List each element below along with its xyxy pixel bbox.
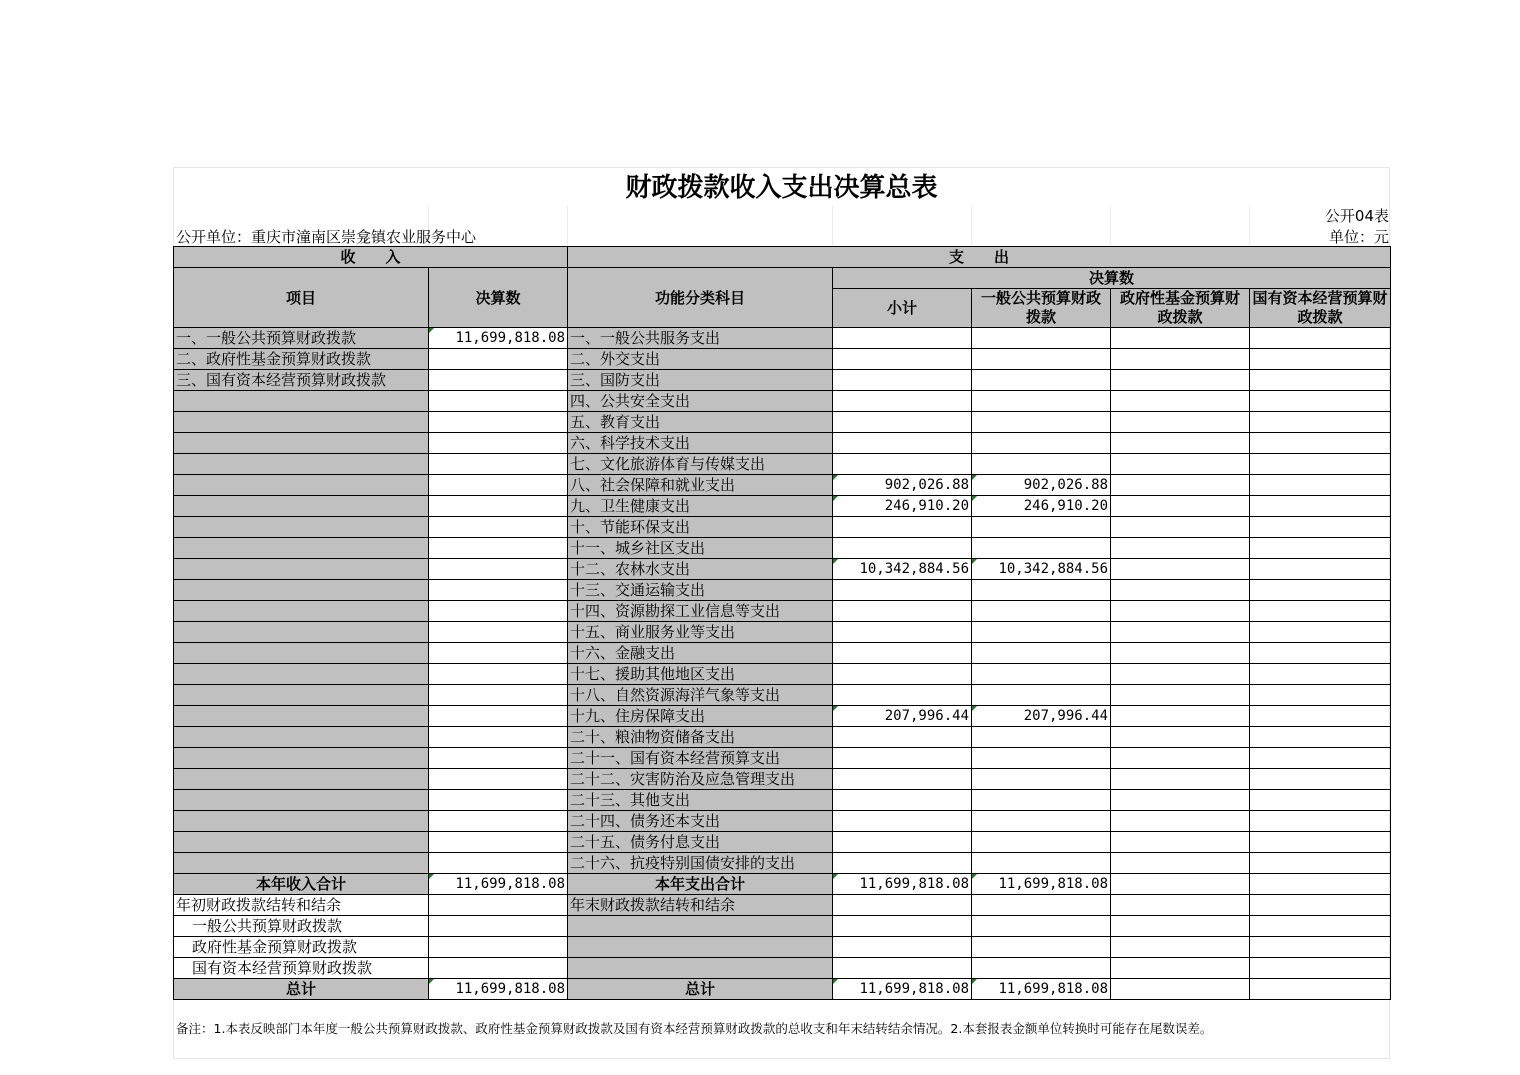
expense-header: 支 出 <box>568 247 1391 268</box>
end-sub-state <box>1250 937 1391 958</box>
income-amount <box>429 370 568 391</box>
table-row <box>174 895 1391 916</box>
state-header: 国有资本经营预算财政拨款 <box>1250 289 1391 328</box>
expense-subtotal <box>833 769 972 790</box>
form-number: 公开04表 <box>1324 207 1389 225</box>
expense-general <box>972 622 1111 643</box>
expense-fund <box>1111 643 1250 664</box>
income-amount: 11,699,818.08 <box>429 328 568 349</box>
income-item <box>174 685 429 706</box>
end-sub-general <box>972 937 1111 958</box>
table-row <box>174 433 1391 454</box>
expense-state <box>1250 853 1391 874</box>
income-item <box>174 643 429 664</box>
table-row <box>174 601 1391 622</box>
income-amount <box>429 517 568 538</box>
expense-general <box>972 811 1111 832</box>
expense-general <box>972 685 1111 706</box>
expense-fund <box>1111 601 1250 622</box>
expense-subtotal: 902,026.88 <box>833 475 972 496</box>
func-subject: 四、公共安全支出 <box>568 391 833 412</box>
func-subject: 一、一般公共服务支出 <box>568 328 833 349</box>
income-item <box>174 580 429 601</box>
func-subject: 十六、金融支出 <box>568 643 833 664</box>
income-item <box>174 496 429 517</box>
income-amount <box>429 349 568 370</box>
footnote: 备注：1.本表反映部门本年度一般公共预算财政拨款、政府性基金预算财政拨款及国有资本经营预算财政拨款的总收支和年末结转结余情况。2.本套报表金额单位转换时可能存在尾数误差。 <box>176 1021 1213 1036</box>
general-header: 一般公共预算财政拨款 <box>972 289 1111 328</box>
year-expense-fund <box>1111 874 1250 895</box>
income-amount <box>429 664 568 685</box>
grand-income-total: 11,699,818.08 <box>429 979 568 1000</box>
end-sub-general <box>972 916 1111 937</box>
func-subject: 五、教育支出 <box>568 412 833 433</box>
income-item <box>174 853 429 874</box>
table-row <box>174 748 1391 769</box>
expense-general <box>972 517 1111 538</box>
income-item <box>174 811 429 832</box>
func-subject: 十三、交通运输支出 <box>568 580 833 601</box>
income-header: 收 入 <box>174 247 568 268</box>
expense-fund <box>1111 790 1250 811</box>
expense-general <box>972 790 1111 811</box>
income-item <box>174 475 429 496</box>
expense-fund <box>1111 622 1250 643</box>
end-sub-subtotal <box>833 958 972 979</box>
begin-fund-label: 政府性基金预算财政拨款 <box>174 937 429 958</box>
expense-fund <box>1111 853 1250 874</box>
expense-state <box>1250 748 1391 769</box>
expense-fund <box>1111 727 1250 748</box>
expense-subtotal <box>833 832 972 853</box>
expense-state <box>1250 370 1391 391</box>
begin-balance-amount <box>429 895 568 916</box>
income-amount <box>429 811 568 832</box>
expense-state <box>1250 622 1391 643</box>
expense-state <box>1250 454 1391 475</box>
fund-header: 政府性基金预算财政拨款 <box>1111 289 1250 328</box>
expense-state <box>1250 559 1391 580</box>
income-item: 二、政府性基金预算财政拨款 <box>174 349 429 370</box>
table-row <box>174 685 1391 706</box>
func-subject: 十、节能环保支出 <box>568 517 833 538</box>
income-amount <box>429 496 568 517</box>
expense-general: 207,996.44 <box>972 706 1111 727</box>
func-subject: 十二、农林水支出 <box>568 559 833 580</box>
begin-state-label: 国有资本经营预算财政拨款 <box>174 958 429 979</box>
income-item <box>174 454 429 475</box>
income-amount <box>429 748 568 769</box>
begin-sub-amount <box>429 937 568 958</box>
expense-general <box>972 643 1111 664</box>
expense-subtotal <box>833 748 972 769</box>
table-row <box>174 790 1391 811</box>
end-balance-label: 年末财政拨款结转和结余 <box>568 895 833 916</box>
expense-subtotal <box>833 643 972 664</box>
func-subject: 二十六、抗疫特别国债安排的支出 <box>568 853 833 874</box>
organization: 公开单位：重庆市潼南区崇龛镇农业服务中心 <box>176 228 477 246</box>
expense-subtotal: 10,342,884.56 <box>833 559 972 580</box>
income-item: 三、国有资本经营预算财政拨款 <box>174 370 429 391</box>
end-balance-fund <box>1111 895 1250 916</box>
income-amount <box>429 559 568 580</box>
expense-fund <box>1111 811 1250 832</box>
func-subject: 二十三、其他支出 <box>568 790 833 811</box>
grand-expense-subtotal: 11,699,818.08 <box>833 979 972 1000</box>
income-amount <box>429 538 568 559</box>
end-sub-general <box>972 958 1111 979</box>
income-amount <box>429 790 568 811</box>
income-amount <box>429 706 568 727</box>
table-row <box>174 454 1391 475</box>
end-sub-subtotal <box>833 916 972 937</box>
expense-fund <box>1111 769 1250 790</box>
expense-subtotal <box>833 517 972 538</box>
income-amount <box>429 727 568 748</box>
func-subject: 十八、自然资源海洋气象等支出 <box>568 685 833 706</box>
func-subject: 二十二、灾害防治及应急管理支出 <box>568 769 833 790</box>
begin-balance-label: 年初财政拨款结转和结余 <box>174 895 429 916</box>
expense-subtotal <box>833 454 972 475</box>
expense-subtotal <box>833 685 972 706</box>
expense-subtotal <box>833 538 972 559</box>
table-row <box>174 727 1391 748</box>
expense-subtotal <box>833 622 972 643</box>
expense-subtotal <box>833 664 972 685</box>
table-row <box>174 475 1391 496</box>
expense-fund <box>1111 664 1250 685</box>
expense-state <box>1250 328 1391 349</box>
expense-general <box>972 769 1111 790</box>
expense-subtotal <box>833 433 972 454</box>
expense-fund <box>1111 748 1250 769</box>
expense-fund <box>1111 391 1250 412</box>
func-subject: 二、外交支出 <box>568 349 833 370</box>
end-balance-general <box>972 895 1111 916</box>
year-expense-general: 11,699,818.08 <box>972 874 1111 895</box>
expense-general <box>972 391 1111 412</box>
func-subject: 二十一、国有资本经营预算支出 <box>568 748 833 769</box>
func-subject: 十七、援助其他地区支出 <box>568 664 833 685</box>
income-amount <box>429 643 568 664</box>
table-row <box>174 412 1391 433</box>
income-amount <box>429 454 568 475</box>
expense-state <box>1250 538 1391 559</box>
table-row <box>174 559 1391 580</box>
expense-fund <box>1111 580 1250 601</box>
table-row <box>174 328 1391 349</box>
expense-general <box>972 853 1111 874</box>
expense-fund <box>1111 412 1250 433</box>
year-expense-label: 本年支出合计 <box>568 874 833 895</box>
expense-fund <box>1111 475 1250 496</box>
income-item: 一、一般公共预算财政拨款 <box>174 328 429 349</box>
income-amount <box>429 853 568 874</box>
table-row <box>174 517 1391 538</box>
income-item <box>174 517 429 538</box>
expense-subtotal <box>833 853 972 874</box>
expense-fund <box>1111 559 1250 580</box>
end-balance-subtotal <box>833 895 972 916</box>
expense-fund <box>1111 496 1250 517</box>
func-subject: 八、社会保障和就业支出 <box>568 475 833 496</box>
func-subject: 二十四、债务还本支出 <box>568 811 833 832</box>
expense-general <box>972 601 1111 622</box>
income-item <box>174 727 429 748</box>
expense-subtotal <box>833 328 972 349</box>
expense-fund <box>1111 328 1250 349</box>
expense-subtotal <box>833 391 972 412</box>
table-row <box>174 664 1391 685</box>
end-balance-state <box>1250 895 1391 916</box>
table-row <box>174 622 1391 643</box>
expense-fund <box>1111 454 1250 475</box>
expense-state <box>1250 727 1391 748</box>
income-amount <box>429 832 568 853</box>
table-row <box>174 349 1391 370</box>
end-sub-fund <box>1111 916 1250 937</box>
expense-state <box>1250 832 1391 853</box>
table-row <box>174 958 1391 979</box>
table-row <box>174 937 1391 958</box>
expense-state <box>1250 664 1391 685</box>
func-subject: 三、国防支出 <box>568 370 833 391</box>
year-expense-state <box>1250 874 1391 895</box>
expense-state <box>1250 496 1391 517</box>
table-row <box>174 643 1391 664</box>
income-item <box>174 790 429 811</box>
expense-fund <box>1111 370 1250 391</box>
amount-header: 决算数 <box>429 268 568 328</box>
expense-fund <box>1111 685 1250 706</box>
func-subject: 十五、商业服务业等支出 <box>568 622 833 643</box>
income-item <box>174 601 429 622</box>
income-item <box>174 832 429 853</box>
expense-general <box>972 412 1111 433</box>
income-item <box>174 748 429 769</box>
begin-sub-amount <box>429 916 568 937</box>
expense-state <box>1250 475 1391 496</box>
expense-subtotal: 207,996.44 <box>833 706 972 727</box>
grand-total-label: 总计 <box>174 979 429 1000</box>
income-item <box>174 664 429 685</box>
expense-general <box>972 433 1111 454</box>
expense-subtotal <box>833 370 972 391</box>
income-amount <box>429 433 568 454</box>
func-subject: 十九、住房保障支出 <box>568 706 833 727</box>
table-row <box>174 706 1391 727</box>
expense-subtotal <box>833 790 972 811</box>
income-item <box>174 769 429 790</box>
expense-fund <box>1111 706 1250 727</box>
table-row <box>174 769 1391 790</box>
expense-state <box>1250 706 1391 727</box>
expense-state <box>1250 769 1391 790</box>
table-row <box>174 811 1391 832</box>
func-subject-header: 功能分类科目 <box>568 268 833 328</box>
income-amount <box>429 685 568 706</box>
expense-fund <box>1111 538 1250 559</box>
expense-general <box>972 580 1111 601</box>
expense-state <box>1250 601 1391 622</box>
expense-fund <box>1111 349 1250 370</box>
expense-general <box>972 454 1111 475</box>
func-subject: 七、文化旅游体育与传媒支出 <box>568 454 833 475</box>
table-row <box>174 979 1391 1000</box>
final-amount-header: 决算数 <box>833 268 1391 289</box>
end-sub-state <box>1250 958 1391 979</box>
subtotal-header: 小计 <box>833 289 972 328</box>
table-row <box>174 580 1391 601</box>
expense-subtotal: 246,910.20 <box>833 496 972 517</box>
grand-expense-fund <box>1111 979 1250 1000</box>
end-sub-state <box>1250 916 1391 937</box>
expense-general <box>972 349 1111 370</box>
expense-fund <box>1111 433 1250 454</box>
expense-subtotal <box>833 727 972 748</box>
expense-subtotal <box>833 811 972 832</box>
expense-fund <box>1111 832 1250 853</box>
expense-state <box>1250 811 1391 832</box>
grand-expense-state <box>1250 979 1391 1000</box>
table-row <box>174 538 1391 559</box>
expense-subtotal <box>833 601 972 622</box>
expense-general: 246,910.20 <box>972 496 1111 517</box>
income-amount <box>429 391 568 412</box>
end-sub-subtotal <box>833 937 972 958</box>
end-sub-fund <box>1111 937 1250 958</box>
expense-general <box>972 832 1111 853</box>
expense-state <box>1250 790 1391 811</box>
table-row <box>174 496 1391 517</box>
expense-subtotal <box>833 349 972 370</box>
end-sub-subject <box>568 958 833 979</box>
income-amount <box>429 769 568 790</box>
table-row <box>174 853 1391 874</box>
func-subject: 十一、城乡社区支出 <box>568 538 833 559</box>
expense-general <box>972 727 1111 748</box>
year-income-label: 本年收入合计 <box>174 874 429 895</box>
year-expense-subtotal: 11,699,818.08 <box>833 874 972 895</box>
expense-state <box>1250 349 1391 370</box>
income-item <box>174 433 429 454</box>
expense-general <box>972 538 1111 559</box>
expense-general: 10,342,884.56 <box>972 559 1111 580</box>
table-row <box>174 391 1391 412</box>
end-sub-subject <box>568 916 833 937</box>
item-header: 项目 <box>174 268 429 328</box>
expense-general <box>972 328 1111 349</box>
func-subject: 六、科学技术支出 <box>568 433 833 454</box>
expense-fund <box>1111 517 1250 538</box>
income-amount <box>429 475 568 496</box>
table-row <box>174 916 1391 937</box>
table-row <box>174 874 1391 895</box>
income-item <box>174 559 429 580</box>
expense-state <box>1250 412 1391 433</box>
expense-general <box>972 748 1111 769</box>
income-item <box>174 391 429 412</box>
expense-general: 902,026.88 <box>972 475 1111 496</box>
expense-state <box>1250 643 1391 664</box>
grand-expense-label: 总计 <box>568 979 833 1000</box>
expense-state <box>1250 391 1391 412</box>
report-table <box>173 246 1391 1000</box>
expense-state <box>1250 580 1391 601</box>
begin-sub-amount <box>429 958 568 979</box>
income-amount <box>429 412 568 433</box>
table-row <box>174 370 1391 391</box>
func-subject: 二十五、债务付息支出 <box>568 832 833 853</box>
currency-unit: 单位：元 <box>1328 228 1389 246</box>
income-item <box>174 538 429 559</box>
expense-subtotal <box>833 580 972 601</box>
income-item <box>174 622 429 643</box>
expense-subtotal <box>833 412 972 433</box>
income-item <box>174 706 429 727</box>
page-title: 财政拨款收入支出决算总表 <box>625 173 938 203</box>
end-sub-subject <box>568 937 833 958</box>
func-subject: 十四、资源勘探工业信息等支出 <box>568 601 833 622</box>
func-subject: 二十、粮油物资储备支出 <box>568 727 833 748</box>
expense-state <box>1250 517 1391 538</box>
income-amount <box>429 622 568 643</box>
income-amount <box>429 601 568 622</box>
func-subject: 九、卫生健康支出 <box>568 496 833 517</box>
expense-general <box>972 664 1111 685</box>
begin-general-label: 一般公共预算财政拨款 <box>174 916 429 937</box>
expense-general <box>972 370 1111 391</box>
income-amount <box>429 580 568 601</box>
end-sub-fund <box>1111 958 1250 979</box>
expense-state <box>1250 433 1391 454</box>
income-item <box>174 412 429 433</box>
expense-state <box>1250 685 1391 706</box>
year-income-total: 11,699,818.08 <box>429 874 568 895</box>
grand-expense-general: 11,699,818.08 <box>972 979 1111 1000</box>
table-row <box>174 832 1391 853</box>
